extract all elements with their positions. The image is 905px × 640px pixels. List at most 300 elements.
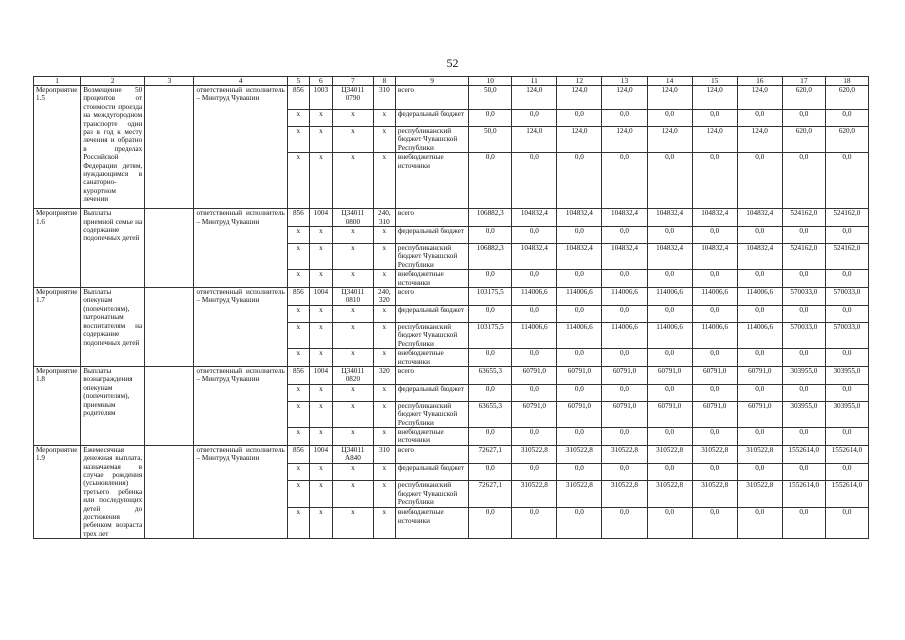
- amount-cell: 60791,0: [692, 366, 737, 384]
- amount-cell: 114006,6: [557, 322, 602, 348]
- header-cell: 6: [309, 77, 332, 86]
- amount-cell: 0,0: [647, 270, 692, 288]
- header-cell: 11: [512, 77, 557, 86]
- code-expense-type: x: [373, 244, 395, 270]
- amount-cell: 524162,0: [825, 244, 868, 270]
- table-row: [34, 366, 869, 384]
- code-grbs: x: [287, 227, 309, 244]
- amount-cell: 104832,4: [602, 209, 647, 227]
- code-section: 1003: [309, 86, 332, 110]
- header-cell: 2: [81, 77, 145, 86]
- funding-source: республиканский бюджет Чувашской Республики: [395, 401, 468, 427]
- amount-cell: 0,0: [647, 384, 692, 401]
- code-expense-type: 320: [373, 366, 395, 384]
- amount-cell: 0,0: [692, 270, 737, 288]
- amount-cell: 0,0: [737, 384, 782, 401]
- event-name: Выплаты приемной семье на содержание подопечных детей: [81, 209, 145, 288]
- amount-cell: 104832,4: [692, 209, 737, 227]
- funding-source: внебюджетные источники: [395, 270, 468, 288]
- amount-cell: 0,0: [557, 110, 602, 127]
- amount-cell: 124,0: [692, 127, 737, 153]
- amount-cell: 106882,3: [469, 209, 512, 227]
- code-expense-type: x: [373, 110, 395, 127]
- amount-cell: 0,0: [782, 270, 825, 288]
- amount-cell: 114006,6: [647, 288, 692, 306]
- amount-cell: 0,0: [647, 110, 692, 127]
- empty-cell: [145, 288, 194, 367]
- event-number: Мероприятие 1.9: [34, 445, 81, 538]
- amount-cell: 106882,3: [469, 244, 512, 270]
- amount-cell: 310522,8: [512, 481, 557, 508]
- code-section: x: [309, 127, 332, 153]
- code-grbs: x: [287, 481, 309, 508]
- amount-cell: 0,0: [602, 464, 647, 481]
- code-expense-type: 240, 320: [373, 288, 395, 306]
- code-section: x: [309, 153, 332, 209]
- amount-cell: 0,0: [825, 270, 868, 288]
- code-expense-type: x: [373, 481, 395, 508]
- amount-cell: 50,0: [469, 86, 512, 110]
- amount-cell: 104832,4: [647, 209, 692, 227]
- amount-cell: 310522,8: [512, 445, 557, 463]
- amount-cell: 104832,4: [737, 209, 782, 227]
- amount-cell: 0,0: [647, 427, 692, 445]
- code-section: x: [309, 481, 332, 508]
- amount-cell: 60791,0: [692, 401, 737, 427]
- amount-cell: 303955,0: [782, 401, 825, 427]
- amount-cell: 124,0: [647, 86, 692, 110]
- code-section: 1004: [309, 366, 332, 384]
- amount-cell: 570033,0: [782, 322, 825, 348]
- code-expense-type: 310: [373, 445, 395, 463]
- amount-cell: 0,0: [782, 227, 825, 244]
- code-target: x: [332, 153, 373, 209]
- header-cell: 5: [287, 77, 309, 86]
- code-target: Ц34011 0790: [332, 86, 373, 110]
- amount-cell: 0,0: [782, 349, 825, 367]
- code-target: x: [332, 481, 373, 508]
- funding-source: внебюджетные источники: [395, 349, 468, 367]
- page-number: 52: [446, 56, 459, 70]
- amount-cell: 0,0: [737, 427, 782, 445]
- code-grbs: x: [287, 153, 309, 209]
- amount-cell: 0,0: [469, 384, 512, 401]
- amount-cell: 60791,0: [557, 401, 602, 427]
- amount-cell: 1552614,0: [825, 445, 868, 463]
- amount-cell: 0,0: [647, 508, 692, 539]
- funding-source: внебюджетные источники: [395, 508, 468, 539]
- header-cell: 15: [692, 77, 737, 86]
- funding-source: федеральный бюджет: [395, 110, 468, 127]
- amount-cell: 0,0: [782, 305, 825, 322]
- amount-cell: 124,0: [692, 86, 737, 110]
- amount-cell: 310522,8: [602, 481, 647, 508]
- amount-cell: 0,0: [512, 508, 557, 539]
- code-grbs: x: [287, 427, 309, 445]
- code-grbs: 856: [287, 445, 309, 463]
- amount-cell: 0,0: [737, 508, 782, 539]
- amount-cell: 0,0: [692, 227, 737, 244]
- funding-source: республиканский бюджет Чувашской Республики: [395, 127, 468, 153]
- amount-cell: 570033,0: [825, 322, 868, 348]
- event-executor: ответственный исполнитель – Минтруд Чувашии: [194, 445, 287, 538]
- amount-cell: 0,0: [602, 508, 647, 539]
- event-name: Выплаты опекунам (попечителям), патронатным воспитателям на содержание подопечных детей: [81, 288, 145, 367]
- header-cell: 14: [647, 77, 692, 86]
- code-expense-type: x: [373, 508, 395, 539]
- amount-cell: 620,0: [782, 86, 825, 110]
- amount-cell: 114006,6: [737, 322, 782, 348]
- amount-cell: 0,0: [737, 349, 782, 367]
- amount-cell: 103175,5: [469, 288, 512, 306]
- amount-cell: 310522,8: [557, 445, 602, 463]
- amount-cell: 0,0: [602, 384, 647, 401]
- code-section: x: [309, 349, 332, 367]
- amount-cell: 114006,6: [692, 322, 737, 348]
- amount-cell: 0,0: [782, 384, 825, 401]
- amount-cell: 124,0: [557, 127, 602, 153]
- amount-cell: 0,0: [512, 270, 557, 288]
- amount-cell: 310522,8: [692, 445, 737, 463]
- amount-cell: 0,0: [692, 305, 737, 322]
- amount-cell: 524162,0: [782, 244, 825, 270]
- amount-cell: 114006,6: [512, 288, 557, 306]
- amount-cell: 0,0: [469, 270, 512, 288]
- code-grbs: 856: [287, 86, 309, 110]
- amount-cell: 0,0: [825, 227, 868, 244]
- amount-cell: 124,0: [512, 86, 557, 110]
- amount-cell: 620,0: [782, 127, 825, 153]
- code-section: x: [309, 401, 332, 427]
- amount-cell: 303955,0: [825, 401, 868, 427]
- code-section: x: [309, 305, 332, 322]
- code-target: x: [332, 244, 373, 270]
- code-expense-type: x: [373, 322, 395, 348]
- code-grbs: x: [287, 244, 309, 270]
- amount-cell: 114006,6: [647, 322, 692, 348]
- code-section: x: [309, 227, 332, 244]
- funding-source: федеральный бюджет: [395, 227, 468, 244]
- amount-cell: 104832,4: [647, 244, 692, 270]
- code-expense-type: 310: [373, 86, 395, 110]
- code-target: x: [332, 110, 373, 127]
- header-cell: 17: [782, 77, 825, 86]
- amount-cell: 620,0: [825, 86, 868, 110]
- code-grbs: x: [287, 270, 309, 288]
- amount-cell: 0,0: [825, 427, 868, 445]
- amount-cell: 72627,1: [469, 445, 512, 463]
- code-target: Ц34011 0810: [332, 288, 373, 306]
- amount-cell: 0,0: [469, 427, 512, 445]
- code-target: x: [332, 227, 373, 244]
- amount-cell: 0,0: [469, 305, 512, 322]
- code-grbs: x: [287, 127, 309, 153]
- amount-cell: 0,0: [557, 227, 602, 244]
- amount-cell: 303955,0: [782, 366, 825, 384]
- code-expense-type: x: [373, 127, 395, 153]
- header-cell: 4: [194, 77, 287, 86]
- funding-source: внебюджетные источники: [395, 427, 468, 445]
- amount-cell: 524162,0: [825, 209, 868, 227]
- code-target: x: [332, 508, 373, 539]
- code-expense-type: x: [373, 401, 395, 427]
- amount-cell: 0,0: [469, 464, 512, 481]
- code-target: Ц34011 А840: [332, 445, 373, 463]
- amount-cell: 72627,1: [469, 481, 512, 508]
- amount-cell: 0,0: [469, 349, 512, 367]
- amount-cell: 524162,0: [782, 209, 825, 227]
- amount-cell: 0,0: [557, 305, 602, 322]
- amount-cell: 0,0: [512, 464, 557, 481]
- event-number: Мероприятие 1.6: [34, 209, 81, 288]
- code-expense-type: x: [373, 270, 395, 288]
- amount-cell: 0,0: [825, 110, 868, 127]
- amount-cell: 0,0: [512, 305, 557, 322]
- amount-cell: 0,0: [647, 305, 692, 322]
- amount-cell: 0,0: [825, 508, 868, 539]
- amount-cell: 0,0: [602, 227, 647, 244]
- amount-cell: 0,0: [602, 349, 647, 367]
- amount-cell: 310522,8: [647, 445, 692, 463]
- table-row: [34, 445, 869, 463]
- code-expense-type: x: [373, 464, 395, 481]
- code-expense-type: 240, 310: [373, 209, 395, 227]
- header-cell: 16: [737, 77, 782, 86]
- amount-cell: 310522,8: [602, 445, 647, 463]
- amount-cell: 114006,6: [557, 288, 602, 306]
- amount-cell: 63655,3: [469, 366, 512, 384]
- amount-cell: 0,0: [602, 110, 647, 127]
- code-grbs: 856: [287, 366, 309, 384]
- code-target: x: [332, 127, 373, 153]
- event-executor: ответственный исполнитель – Минтруд Чувашии: [194, 209, 287, 288]
- amount-cell: 0,0: [692, 153, 737, 209]
- amount-cell: 310522,8: [737, 481, 782, 508]
- event-name: Выплаты вознаграждения опекунам (попечителям), приемным родителям: [81, 366, 145, 445]
- code-target: x: [332, 384, 373, 401]
- code-grbs: 856: [287, 288, 309, 306]
- code-section: 1004: [309, 209, 332, 227]
- amount-cell: 0,0: [512, 427, 557, 445]
- amount-cell: 0,0: [647, 227, 692, 244]
- code-section: x: [309, 427, 332, 445]
- amount-cell: 124,0: [602, 86, 647, 110]
- code-section: x: [309, 244, 332, 270]
- amount-cell: 0,0: [602, 305, 647, 322]
- table-row: [34, 288, 869, 306]
- amount-cell: 0,0: [692, 349, 737, 367]
- amount-cell: 570033,0: [825, 288, 868, 306]
- empty-cell: [145, 366, 194, 445]
- amount-cell: 310522,8: [737, 445, 782, 463]
- amount-cell: 60791,0: [512, 401, 557, 427]
- amount-cell: 104832,4: [557, 209, 602, 227]
- amount-cell: 60791,0: [557, 366, 602, 384]
- code-expense-type: x: [373, 305, 395, 322]
- amount-cell: 103175,5: [469, 322, 512, 348]
- funding-source: республиканский бюджет Чувашской Республики: [395, 481, 468, 508]
- header-cell: 3: [145, 77, 194, 86]
- code-target: x: [332, 270, 373, 288]
- amount-cell: 104832,4: [512, 209, 557, 227]
- amount-cell: 124,0: [602, 127, 647, 153]
- header-cell: 13: [602, 77, 647, 86]
- header-cell: 18: [825, 77, 868, 86]
- amount-cell: 0,0: [512, 384, 557, 401]
- event-executor: ответственный исполнитель – Минтруд Чувашии: [194, 86, 287, 209]
- code-target: x: [332, 401, 373, 427]
- amount-cell: 50,0: [469, 127, 512, 153]
- amount-cell: 124,0: [557, 86, 602, 110]
- event-executor: ответственный исполнитель – Минтруд Чувашии: [194, 366, 287, 445]
- funding-source: всего: [395, 288, 468, 306]
- amount-cell: 104832,4: [737, 244, 782, 270]
- code-section: 1004: [309, 288, 332, 306]
- amount-cell: 114006,6: [602, 322, 647, 348]
- amount-cell: 114006,6: [692, 288, 737, 306]
- amount-cell: 114006,6: [512, 322, 557, 348]
- code-grbs: x: [287, 401, 309, 427]
- funding-source: всего: [395, 209, 468, 227]
- amount-cell: 0,0: [512, 227, 557, 244]
- amount-cell: 0,0: [557, 349, 602, 367]
- amount-cell: 0,0: [512, 349, 557, 367]
- amount-cell: 0,0: [557, 427, 602, 445]
- amount-cell: 0,0: [692, 464, 737, 481]
- funding-source: всего: [395, 445, 468, 463]
- header-cell: 12: [557, 77, 602, 86]
- funding-source: федеральный бюджет: [395, 305, 468, 322]
- amount-cell: 0,0: [557, 384, 602, 401]
- amount-cell: 0,0: [737, 153, 782, 209]
- header-cell: 10: [469, 77, 512, 86]
- amount-cell: 0,0: [469, 110, 512, 127]
- event-name: Возмещение 50 процентов от стоимости проезда на междугородном транспорте один раз в год к месту лечения и обратно в пределах Российской Федерации детям, нуждающимся в санаторно-курортном лечении: [81, 86, 145, 209]
- table-body: [34, 77, 869, 539]
- amount-cell: 0,0: [737, 270, 782, 288]
- amount-cell: 60791,0: [512, 366, 557, 384]
- amount-cell: 0,0: [602, 270, 647, 288]
- amount-cell: 0,0: [512, 110, 557, 127]
- amount-cell: 0,0: [782, 508, 825, 539]
- funding-source: республиканский бюджет Чувашской Республики: [395, 322, 468, 348]
- amount-cell: 60791,0: [647, 366, 692, 384]
- amount-cell: 0,0: [825, 305, 868, 322]
- event-name: Ежемесячная денежная выплата, назначаемая в случае рождения (усыновления) третьего ребенка или последующих детей до достижения ребенком возраста трех лет: [81, 445, 145, 538]
- amount-cell: 0,0: [782, 153, 825, 209]
- amount-cell: 0,0: [557, 464, 602, 481]
- code-grbs: 856: [287, 209, 309, 227]
- amount-cell: 0,0: [602, 427, 647, 445]
- code-expense-type: x: [373, 384, 395, 401]
- code-target: Ц34011 0800: [332, 209, 373, 227]
- amount-cell: 60791,0: [602, 366, 647, 384]
- funding-source: всего: [395, 366, 468, 384]
- amount-cell: 0,0: [782, 110, 825, 127]
- amount-cell: 303955,0: [825, 366, 868, 384]
- amount-cell: 0,0: [602, 153, 647, 209]
- amount-cell: 1552614,0: [782, 445, 825, 463]
- amount-cell: 104832,4: [557, 244, 602, 270]
- code-grbs: x: [287, 464, 309, 481]
- header-cell: 1: [34, 77, 81, 86]
- amount-cell: 1552614,0: [782, 481, 825, 508]
- code-target: x: [332, 322, 373, 348]
- code-grbs: x: [287, 349, 309, 367]
- code-section: x: [309, 508, 332, 539]
- amount-cell: 0,0: [692, 110, 737, 127]
- header-cell: 7: [332, 77, 373, 86]
- code-section: x: [309, 110, 332, 127]
- funding-source: федеральный бюджет: [395, 464, 468, 481]
- amount-cell: 0,0: [692, 508, 737, 539]
- amount-cell: 0,0: [825, 349, 868, 367]
- amount-cell: 570033,0: [782, 288, 825, 306]
- funding-source: всего: [395, 86, 468, 110]
- empty-cell: [145, 445, 194, 538]
- code-grbs: x: [287, 305, 309, 322]
- empty-cell: [145, 86, 194, 209]
- amount-cell: 124,0: [512, 127, 557, 153]
- amount-cell: 0,0: [692, 427, 737, 445]
- amount-cell: 310522,8: [692, 481, 737, 508]
- header-row: [34, 77, 869, 86]
- code-grbs: x: [287, 322, 309, 348]
- code-target: x: [332, 464, 373, 481]
- code-expense-type: x: [373, 427, 395, 445]
- amount-cell: 0,0: [647, 349, 692, 367]
- code-grbs: x: [287, 110, 309, 127]
- amount-cell: 0,0: [647, 464, 692, 481]
- code-grbs: x: [287, 508, 309, 539]
- amount-cell: 1552614,0: [825, 481, 868, 508]
- code-section: x: [309, 384, 332, 401]
- amount-cell: 0,0: [825, 153, 868, 209]
- code-expense-type: x: [373, 153, 395, 209]
- amount-cell: 0,0: [557, 508, 602, 539]
- budget-table: [33, 76, 869, 539]
- amount-cell: 63655,3: [469, 401, 512, 427]
- event-executor: ответственный исполнитель – Минтруд Чувашии: [194, 288, 287, 367]
- amount-cell: 0,0: [782, 427, 825, 445]
- amount-cell: 310522,8: [557, 481, 602, 508]
- amount-cell: 60791,0: [737, 366, 782, 384]
- event-number: Мероприятие 1.8: [34, 366, 81, 445]
- amount-cell: 0,0: [737, 464, 782, 481]
- amount-cell: 0,0: [692, 384, 737, 401]
- code-target: x: [332, 427, 373, 445]
- amount-cell: 0,0: [737, 227, 782, 244]
- amount-cell: 0,0: [469, 508, 512, 539]
- amount-cell: 0,0: [647, 153, 692, 209]
- code-target: Ц34011 0820: [332, 366, 373, 384]
- amount-cell: 0,0: [737, 110, 782, 127]
- amount-cell: 60791,0: [602, 401, 647, 427]
- amount-cell: 104832,4: [692, 244, 737, 270]
- amount-cell: 0,0: [782, 464, 825, 481]
- code-target: x: [332, 305, 373, 322]
- funding-source: федеральный бюджет: [395, 384, 468, 401]
- amount-cell: 0,0: [469, 153, 512, 209]
- amount-cell: 104832,4: [602, 244, 647, 270]
- event-number: Мероприятие 1.5: [34, 86, 81, 209]
- amount-cell: 60791,0: [647, 401, 692, 427]
- amount-cell: 0,0: [512, 153, 557, 209]
- code-section: 1004: [309, 445, 332, 463]
- table-row: [34, 86, 869, 110]
- code-expense-type: x: [373, 227, 395, 244]
- code-section: x: [309, 322, 332, 348]
